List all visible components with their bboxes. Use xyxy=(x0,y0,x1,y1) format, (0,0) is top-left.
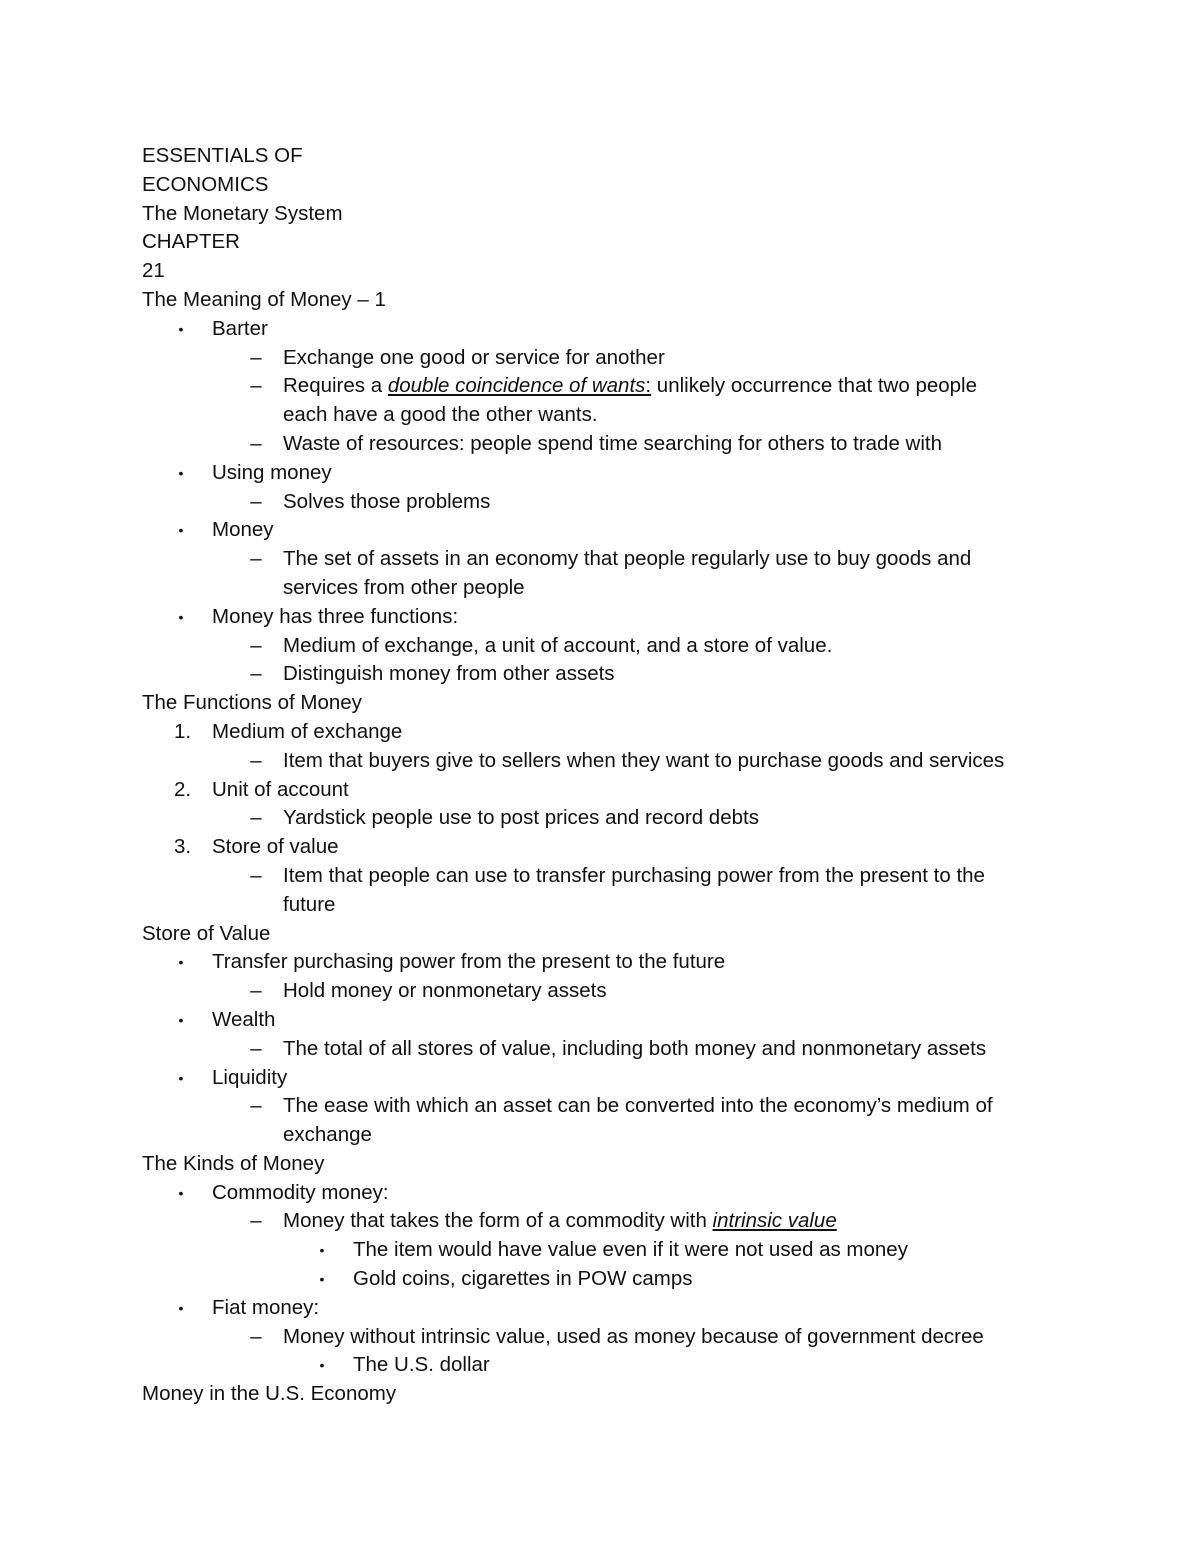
dash-item-medium-def: – Item that buyers give to sellers when they want to purchase goods and services xyxy=(142,747,1142,776)
bullet-icon: • xyxy=(178,1011,184,1028)
dash-icon: – xyxy=(250,979,262,1003)
section-heading-meaning: The Meaning of Money – 1 xyxy=(142,287,386,311)
sub-bullet-commodity-ex1: • The item would have value even if it were not used as money xyxy=(142,1236,1142,1265)
bullet-icon: • xyxy=(178,1069,184,1086)
dash-item-liquidity-def: – The ease with which an asset can be converted into the economy’s medium of xyxy=(142,1092,1142,1121)
bullet-icon: • xyxy=(178,464,184,481)
dash-item-commodity-def: – Money that takes the form of a commodity with intrinsic value xyxy=(142,1207,1142,1236)
chapter-number: 21 xyxy=(142,259,165,283)
bullet-item-using-money: • Using money xyxy=(142,459,1142,488)
list-number: 2. xyxy=(174,777,192,801)
dash-item-solves: – Solves those problems xyxy=(142,488,1142,517)
numbered-item-unit: 2. Unit of account xyxy=(142,776,1142,805)
dash-icon: – xyxy=(250,662,262,686)
bullet-icon: • xyxy=(178,1184,184,1201)
dash-item-store-def-cont: future xyxy=(283,892,336,916)
dash-item-money-def-cont: services from other people xyxy=(283,575,525,599)
bullet-item-three-functions: • Money has three functions: xyxy=(142,603,1142,632)
dash-icon: – xyxy=(250,633,262,657)
dash-icon: – xyxy=(250,431,262,455)
section-heading-store: Store of Value xyxy=(142,921,271,945)
dash-icon: – xyxy=(250,1036,262,1060)
bullet-item-fiat: • Fiat money: xyxy=(142,1294,1142,1323)
dash-item-money-def: – The set of assets in an economy that people regularly use to buy goods and xyxy=(142,545,1142,574)
dash-item-unit-def: – Yardstick people use to post prices and record debts xyxy=(142,804,1142,833)
bullet-item-liquidity: • Liquidity xyxy=(142,1064,1142,1093)
dash-item-liquidity-def-cont: exchange xyxy=(283,1123,372,1147)
dash-item-distinguish: – Distinguish money from other assets xyxy=(142,660,1142,689)
list-number: 1. xyxy=(174,719,192,743)
bullet-icon: • xyxy=(319,1271,325,1288)
dash-item-barter-requires: – Requires a double coincidence of wants: unlikely occurrence that two people xyxy=(142,372,1142,401)
bullet-icon: • xyxy=(178,608,184,625)
doc-subtitle: The Monetary System xyxy=(142,201,343,225)
dash-icon: – xyxy=(250,345,262,369)
dash-item-barter-requires-cont: each have a good the other wants. xyxy=(283,403,598,427)
numbered-item-medium: 1. Medium of exchange xyxy=(142,718,1142,747)
key-term-intrinsic-value: intrinsic value xyxy=(712,1209,837,1233)
dash-item-barter-exchange: – Exchange one good or service for another xyxy=(142,344,1142,373)
dash-icon: – xyxy=(250,806,262,830)
chapter-label: CHAPTER xyxy=(142,230,240,254)
dash-icon: – xyxy=(250,1209,262,1233)
dash-icon: – xyxy=(250,489,262,513)
bullet-item-money: • Money xyxy=(142,516,1142,545)
doc-title-line-2: ECONOMICS xyxy=(142,172,269,196)
document-body xyxy=(142,142,1142,1409)
doc-title-line-1: ESSENTIALS OF xyxy=(142,144,303,167)
sub-bullet-fiat-ex: • The U.S. dollar xyxy=(142,1351,1142,1380)
bullet-icon: • xyxy=(178,320,184,337)
numbered-item-store: 3. Store of value xyxy=(142,833,1142,862)
bullet-item-transfer: • Transfer purchasing power from the present to the future xyxy=(142,948,1142,977)
bullet-item-commodity: • Commodity money: xyxy=(142,1179,1142,1208)
bullet-icon: • xyxy=(178,954,184,971)
bullet-icon: • xyxy=(178,1299,184,1316)
section-heading-kinds: The Kinds of Money xyxy=(142,1151,325,1175)
dash-icon: – xyxy=(250,1094,262,1118)
dash-icon: – xyxy=(250,863,262,887)
dash-item-barter-waste: – Waste of resources: people spend time searching for others to trade with xyxy=(142,430,1142,459)
sub-bullet-commodity-ex2: • Gold coins, cigarettes in POW camps xyxy=(142,1265,1142,1294)
dash-icon: – xyxy=(250,748,262,772)
dash-item-fiat-def: – Money without intrinsic value, used as money because of government decree xyxy=(142,1323,1142,1352)
dash-item-wealth-def: – The total of all stores of value, including both money and nonmonetary assets xyxy=(142,1035,1142,1064)
section-heading-us-economy: Money in the U.S. Economy xyxy=(142,1382,397,1406)
bullet-icon: • xyxy=(178,522,184,539)
bullet-item-barter: • Barter xyxy=(142,315,1142,344)
bullet-item-wealth: • Wealth xyxy=(142,1006,1142,1035)
list-number: 3. xyxy=(174,835,192,859)
dash-icon: – xyxy=(250,374,262,398)
dash-icon: – xyxy=(250,547,262,571)
bullet-icon: • xyxy=(319,1357,325,1374)
section-heading-functions: The Functions of Money xyxy=(142,691,362,715)
dash-item-functions-list: – Medium of exchange, a unit of account, and a store of value. xyxy=(142,632,1142,661)
dash-icon: – xyxy=(250,1324,262,1348)
bullet-icon: • xyxy=(319,1242,325,1259)
key-term-double-coincidence: double coincidence of wants xyxy=(387,374,646,398)
dash-item-hold: – Hold money or nonmonetary assets xyxy=(142,977,1142,1006)
dash-item-store-def: – Item that people can use to transfer purchasing power from the present to the xyxy=(142,862,1142,891)
